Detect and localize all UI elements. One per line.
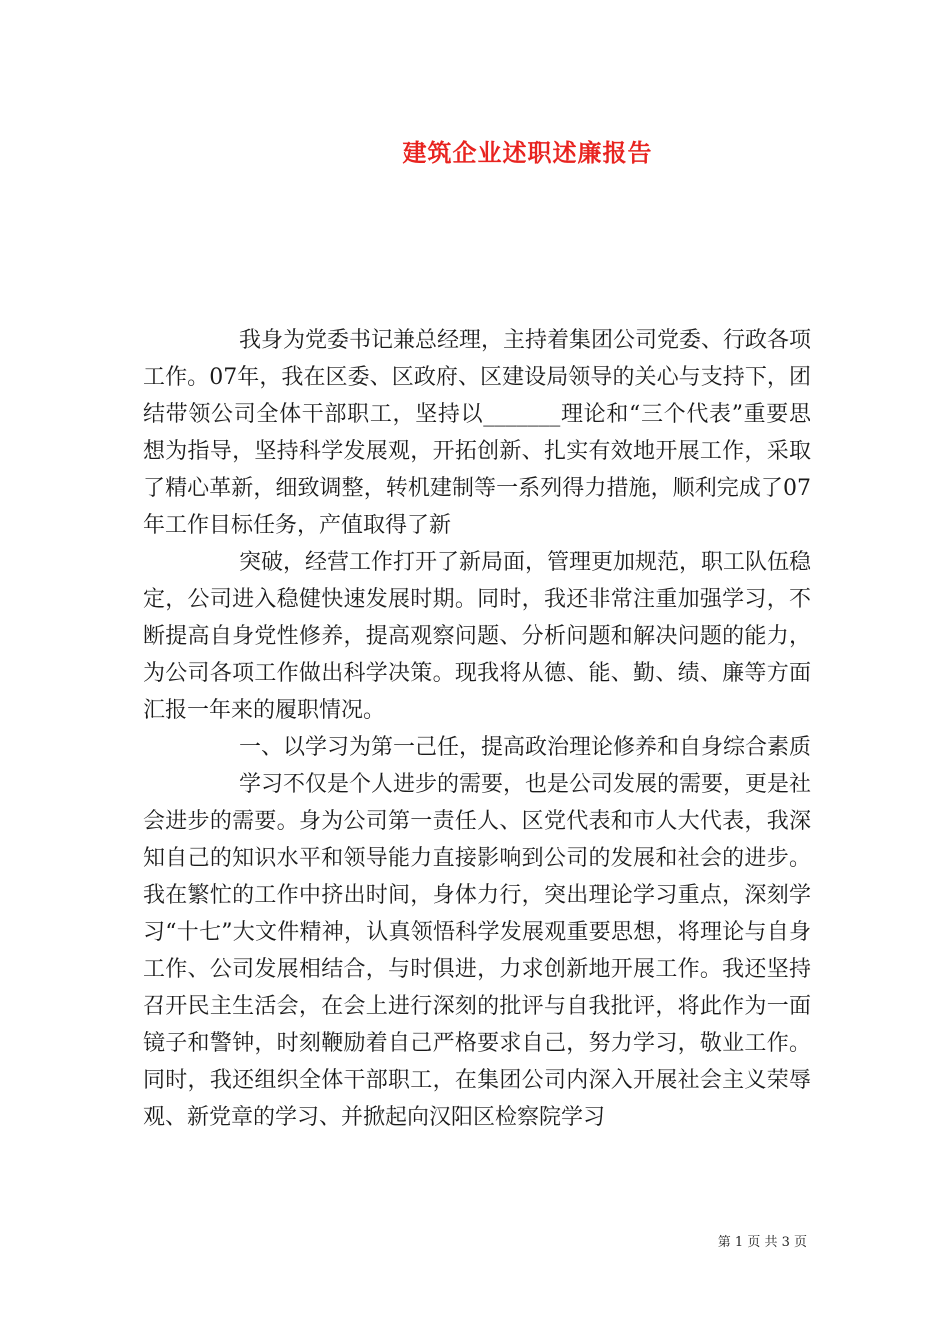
section-heading-1: 一、以学习为第一己任，提高政治理论修养和自身综合素质 (239, 735, 812, 760)
paragraph-3: 学习不仅是个人进步的需要，也是公司发展的需要，更是社会进步的需要。身为公司第一责任人、区党代表和市人大代表，我深知自己的知识水平和领导能力直接影响到公司的发展和社会的进步。我在繁忙的工作中挤出时间，身体力行，突出理论学习重点，深刻学习“十七”大文件精神，认真领悟科学发展观重要思想，将理论与自身工作、公司发展相结合，与时俱进，力求创新地开展工作。我还坚持召开民主生活会，在会上进行深刻的批评与自我批评，将此作为一面镜子和警钟，时刻鞭励着自己严格要求自己，努力学习，敬业工作。同时，我还组织全体干部职工，在集团公司内深入开展社会主义荣辱观、新党章的学习、并掀起向汉阳区检察院学习 (143, 772, 812, 1130)
page-number-footer: 第 1 页 共 3 页 (717, 1235, 807, 1250)
paragraph-1: 我身为党委书记兼总经理，主持着集团公司党委、行政各项工作。07年，我在区委、区政府、区建设局领导的关心与支持下，团结带领公司全体干部职工，坚持以_______理论和“三个代表”重要思想为指导，坚持科学发展观，开拓创新、扎实有效地开展工作，采取了精心革新，细致调整，转机建制等一系列得力措施，顺利完成了07年工作目标任务，产值取得了新 (143, 328, 812, 538)
paragraph-2: 突破，经营工作打开了新局面，管理更加规范，职工队伍稳定，公司进入稳健快速发展时期。同时，我还非常注重加强学习，不断提高自身党性修养，提高观察问题、分析问题和解决问题的能力，为公司各项工作做出科学决策。现我将从德、能、勤、绩、廉等方面汇报一年来的履职情况。 (143, 550, 812, 723)
document-body (143, 322, 811, 1136)
document-title: 建筑企业述职述廉报告 (402, 138, 653, 167)
